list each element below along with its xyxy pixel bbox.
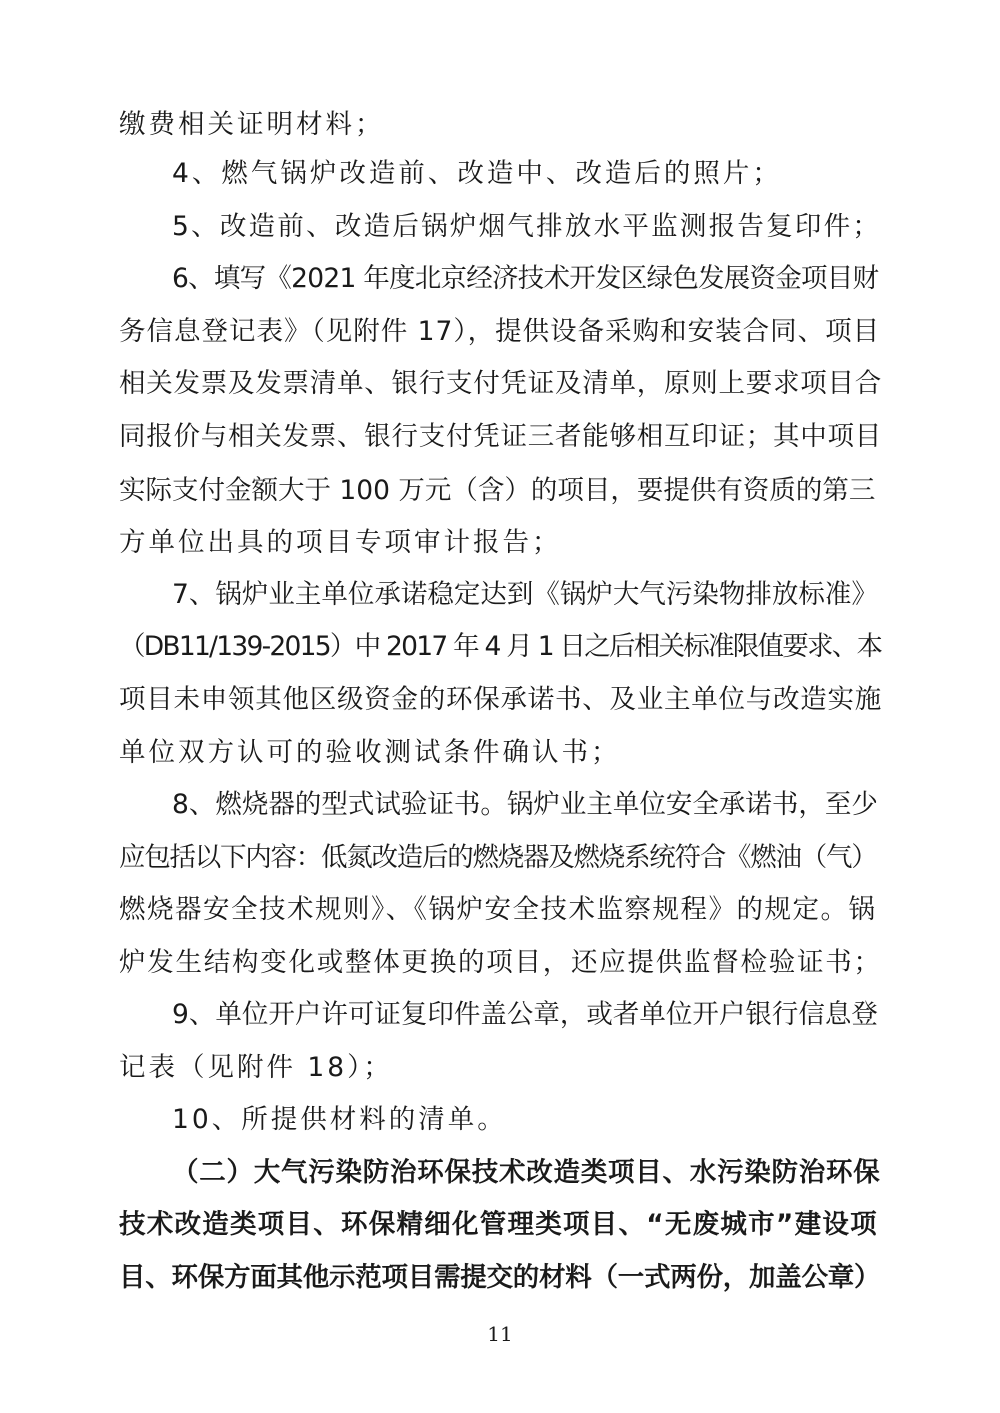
body-line: 7、锅炉业主单位承诺稳定达到《锅炉大气污染物排放标准》: [172, 579, 878, 610]
body-line: 燃烧器安全技术规则》、《锅炉安全技术监察规程》的规定。锅: [119, 894, 877, 925]
body-line: 单位双方认可的验收测试条件确认书；: [119, 737, 621, 768]
body-line: 项目未申领其他区级资金的环保承诺书、及业主单位与改造实施: [119, 684, 882, 715]
body-line: 记表（见附件 18）；: [119, 1052, 393, 1083]
body-line: （DB11/139-2015）中 2017 年 4 月 1 日之后相关标准限值要求、本: [119, 631, 882, 662]
body-line: 同报价与相关发票、银行支付凭证三者能够相互印证；其中项目: [119, 421, 882, 452]
section-heading-line: 技术改造类项目、环保精细化管理类项目、“无废城市”建设项: [119, 1209, 878, 1240]
body-line: 6、填写《2021 年度北京经济技术开发区绿色发展资金项目财: [172, 263, 879, 294]
section-heading-line: （二）大气污染防治环保技术改造类项目、水污染防治环保: [172, 1157, 881, 1188]
body-line: 缴费相关证明材料；: [119, 109, 385, 140]
body-line: 炉发生结构变化或整体更换的项目，还应提供监督检验证书；: [119, 947, 882, 978]
body-line: 应包括以下内容：低氮改造后的燃烧器及燃烧系统符合《燃油（气）: [119, 842, 877, 873]
body-line: 9、单位开户许可证复印件盖公章，或者单位开户银行信息登: [172, 999, 878, 1030]
page-number: 11: [487, 1322, 513, 1346]
body-line: 10、所提供材料的清单。: [172, 1104, 507, 1135]
body-line: 方单位出具的项目专项审计报告；: [119, 527, 562, 558]
body-line: 实际支付金额大于 100 万元（含）的项目，要提供有资质的第三: [119, 475, 876, 506]
body-line: 务信息登记表》（见附件 17），提供设备采购和安装合同、项目: [119, 316, 881, 347]
section-heading-line: 目、环保方面其他示范项目需提交的材料（一式两份，加盖公章）: [119, 1262, 881, 1293]
body-line: 相关发票及发票清单、银行支付凭证及清单，原则上要求项目合: [119, 368, 882, 399]
body-line: 8、燃烧器的型式试验证书。锅炉业主单位安全承诺书，至少: [172, 789, 878, 820]
body-line: 5、改造前、改造后锅炉烟气排放水平监测报告复印件；: [172, 211, 882, 242]
body-line: 4、燃气锅炉改造前、改造中、改造后的照片；: [172, 158, 782, 189]
